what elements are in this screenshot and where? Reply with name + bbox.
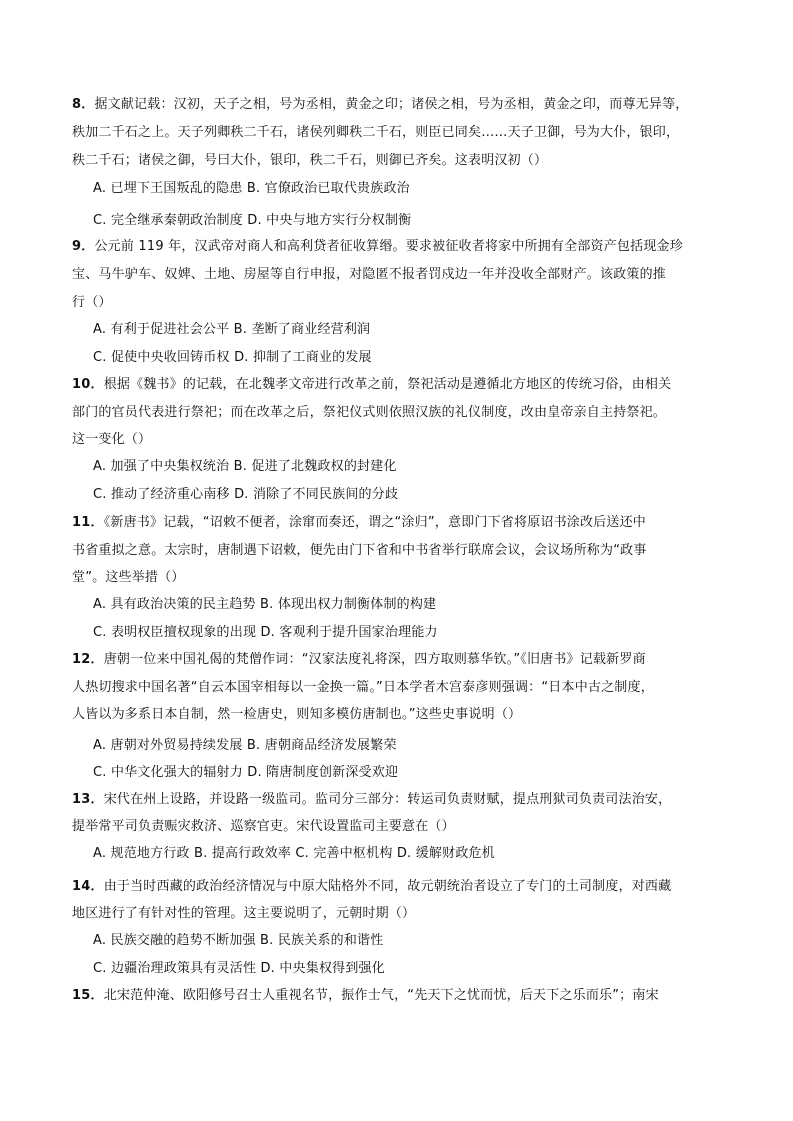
question-11-options-cd: C. 表明权臣擅权现象的出现 D. 客观利于提升国家治理能力	[93, 625, 438, 640]
question-number: 15．	[72, 988, 104, 1003]
question-11-line-2: 书省重拟之意。太宗时，唐制遇下诏敕，便先由门下省和中书省举行联席会议，会议场所称为“政事	[72, 543, 647, 558]
question-12-options-ab: A. 唐朝对外贸易持续发展 B. 唐朝商品经济发展繁荣	[93, 738, 397, 753]
question-14-line-2: 地区进行了有针对性的管理。这主要说明了，元朝时期（）	[72, 906, 416, 921]
question-10-line-2: 部门的官员代表进行祭祀；而在改革之后，祭祀仪式则依照汉族的礼仪制度，改由皇帝亲自主持祭祀。	[72, 405, 667, 420]
question-13-line-2: 提举常平司负责赈灾救济、巡察官吏。宋代设置监司主要意在（）	[72, 819, 455, 834]
question-10-line-3: 这一变化（）	[72, 432, 152, 447]
question-stem-text: 北宋范仲淹、欧阳修号召士人重视名节，振作士气，“先天下之忧而忧，后天下之乐而乐”；南宋	[103, 988, 659, 1003]
question-stem-text: 宋代在州上设路，并设路一级监司。监司分三部分：转运司负责财赋，提点刑狱司负责司法治安，	[103, 792, 672, 807]
question-13-options: A. 规范地方行政 B. 提高行政效率 C. 完善中枢机构 D. 缓解财政危机	[93, 846, 495, 861]
question-stem-text: 《新唐书》记载，“诏敕不便者，涂窜而奏还，谓之“涂归”，意即门下省将原诏书涂改后送还中	[103, 515, 647, 530]
question-8-line-3: 秩二千石；诸侯之御，号曰大仆，银印，秩二千石，则御已齐矣。这表明汉初（）	[72, 153, 548, 168]
question-number: 14．	[72, 879, 104, 894]
question-stem-text: 唐朝一位来中国礼偈的梵僧作词：“汉家法度礼将深，四方取则慕华钦。”《旧唐书》记载新罗商	[103, 652, 646, 667]
question-8-options-cd: C. 完全继承秦朝政治制度 D. 中央与地方实行分权制衡	[93, 213, 412, 228]
question-12-line-2: 人热切搜求中国名著“自云本国宰相每以一金换一篇。”日本学者木宫泰彦则强调：“日本中古之制度，	[72, 680, 654, 695]
question-number: 11．	[72, 515, 104, 530]
question-8-options-ab: A. 已埋下王国叛乱的隐患 B. 官僚政治已取代贵族政治	[93, 181, 410, 196]
question-14-options-ab: A. 民族交融的趋势不断加强 B. 民族关系的和谐性	[93, 933, 384, 948]
question-10-line-1	[72, 376, 671, 394]
question-14-options-cd: C. 边疆治理政策具有灵活性 D. 中央集权得到强化	[93, 961, 385, 976]
question-number: 10．	[72, 377, 104, 392]
question-9-line-3: 行（）	[72, 295, 112, 310]
question-11-line-3: 堂”。这些举措（）	[72, 570, 185, 585]
question-11-options-ab: A. 具有政治决策的民主趋势 B. 体现出权力制衡体制的构建	[93, 597, 437, 612]
question-stem-text: 根据《魏书》的记载，在北魏孝文帝进行改革之前，祭祀活动是遵循北方地区的传统习俗，由相关	[103, 377, 672, 392]
question-9-line-1	[72, 238, 683, 256]
question-15-line-1	[72, 987, 659, 1005]
question-12-options-cd: C. 中华文化强大的辐射力 D. 隋唐制度创新深受欢迎	[93, 765, 399, 780]
question-9-line-2: 宝、马牛驴车、奴婢、土地、房屋等自行申报，对隐匿不报者罚戍边一年并没收全部财产。该政策的推	[72, 267, 667, 282]
question-number: 12．	[72, 652, 104, 667]
question-stem-text: 公元前 119 年，汉武帝对商人和高利贷者征收算缗。要求被征收者将家中所拥有全部资产包括现金珍	[94, 239, 683, 254]
question-13-line-1	[72, 791, 671, 809]
question-stem-text: 由于当时西藏的政治经济情况与中原大陆格外不同，故元朝统治者设立了专门的土司制度，对西藏	[103, 879, 672, 894]
question-12-line-3: 人皆以为多系日本自制，然一检唐史，则知多模仿唐制也。”这些史事说明（）	[72, 707, 522, 722]
question-10-options-ab: A. 加强了中央集权统治 B. 促进了北魏政权的封建化	[93, 459, 397, 474]
question-number: 8．	[72, 97, 95, 112]
question-8-line-2: 秩加二千石之上。天子列卿秩二千石，诸侯列卿秩二千石，则臣已同矣……天子卫御，号为大仆，银印，	[72, 125, 680, 140]
question-number: 9．	[72, 239, 95, 254]
question-9-options-ab: A. 有利于促进社会公平 B. 垄断了商业经营利润	[93, 322, 371, 337]
question-number: 13．	[72, 792, 104, 807]
question-12-line-1	[72, 651, 646, 669]
question-14-line-1	[72, 878, 671, 896]
question-stem-text: 据文献记载：汉初，天子之相，号为丞相，黄金之印；诸侯之相，号为丞相，黄金之印，而尊无异等，	[94, 97, 689, 112]
question-9-options-cd: C. 促使中央收回铸币权 D. 抑制了工商业的发展	[93, 350, 372, 365]
question-8-line-1	[72, 96, 688, 114]
question-11-line-1	[72, 514, 646, 532]
question-10-options-cd: C. 推动了经济重心南移 D. 消除了不同民族间的分歧	[93, 487, 399, 502]
